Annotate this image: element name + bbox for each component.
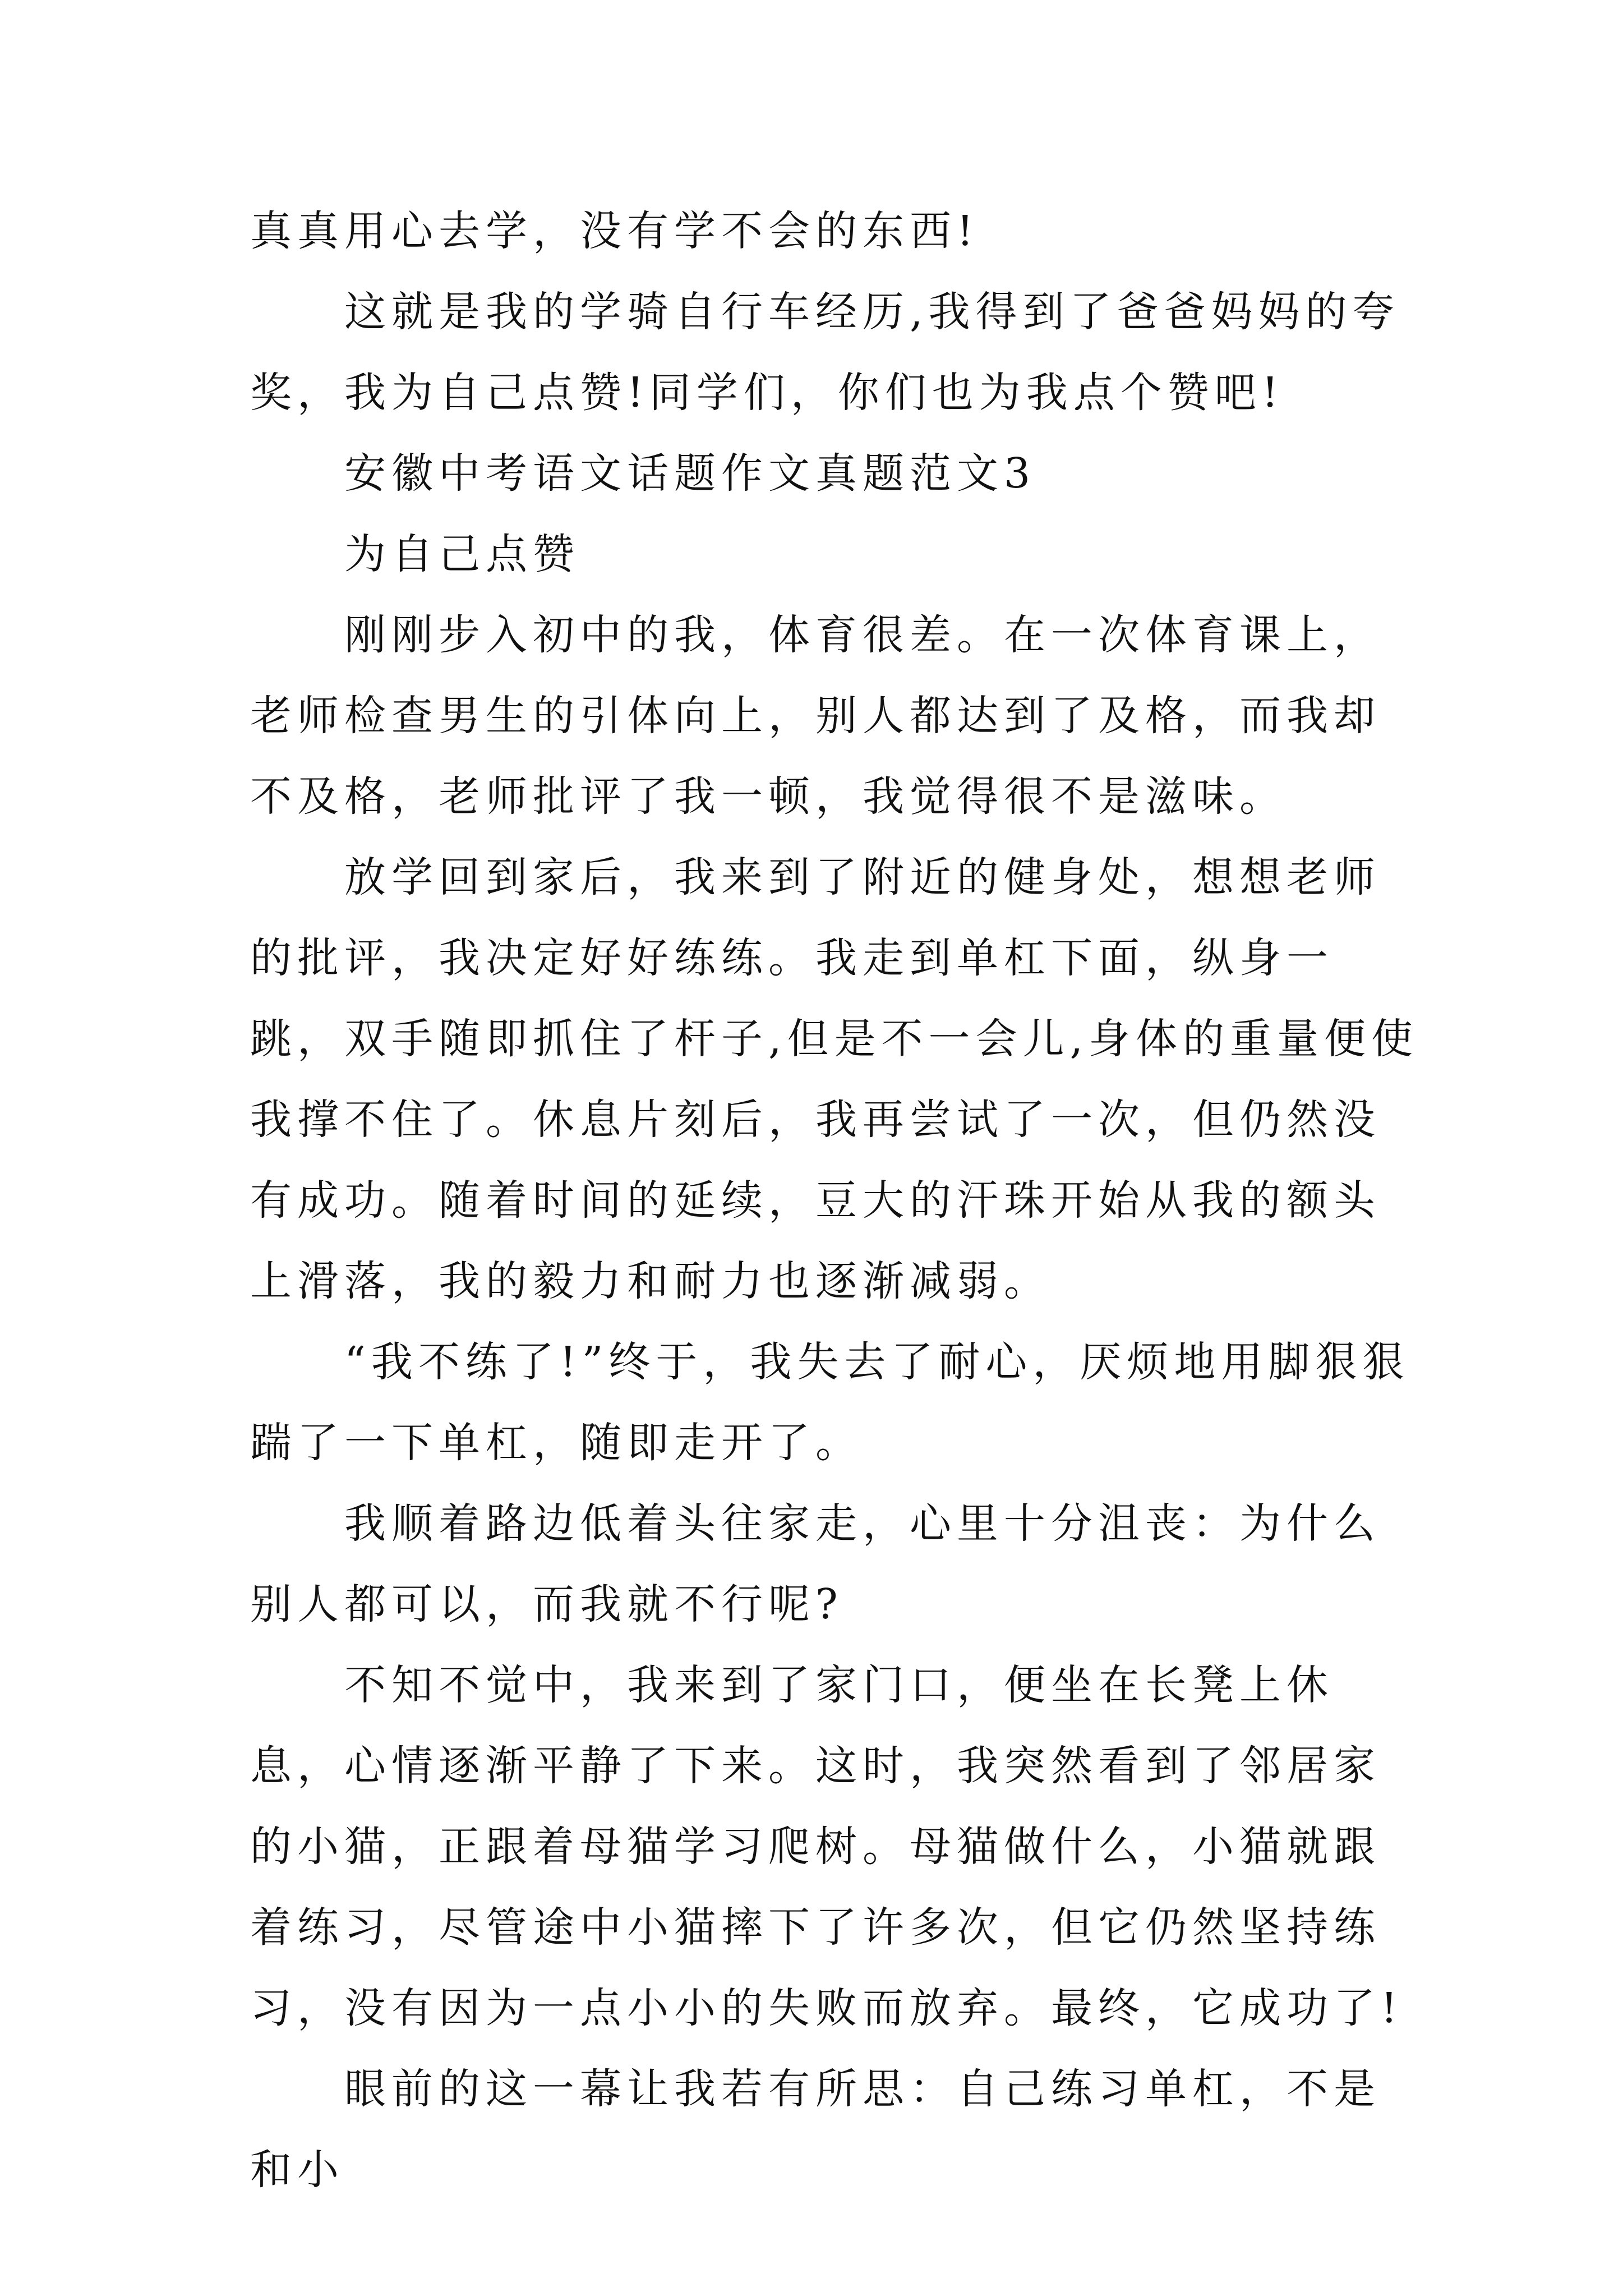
document-body (250, 191, 1422, 2210)
paragraph: 眼前的这一幕让我若有所思：自己练习单杠，不是和小 (250, 2065, 1381, 2194)
paragraph: 不知不觉中，我来到了家门口，便坐在长凳上休息，心情逐渐平静了下来。这时，我突然看到了邻居家的小猫，正跟着母猫学习爬树。母猫做什么，小猫就跟着练习，尽管途中小猫摔下了许多次，但它仍然坚持练习，没有因为一点小小的失败而放弃。最终，它成功了! (250, 1661, 1403, 2032)
paragraph: 我顺着路边低着头往家走，心里十分沮丧：为什么别人都可以，而我就不行呢? (250, 1499, 1381, 1628)
paragraph: 放学回到家后，我来到了附近的健身处，想想老师的批评，我决定好好练练。我走到单杠下面，纵身一跳，双手随即抓住了杆子,但是不一会儿,身体的重量便使我撑不住了。休息片刻后，我再尝试了一次，但仍然没有成功。随着时间的延续，豆大的汗珠开始从我的额头上滑落，我的毅力和耐力也逐渐减弱。 (250, 853, 1419, 1305)
section-heading: 安徽中考语文话题作文真题范文3 (344, 449, 1036, 498)
paragraph: 刚刚步入初中的我，体育很差。在一次体育课上，老师检查男生的引体向上，别人都达到了及格，而我却不及格，老师批评了我一顿，我觉得很不是滋味。 (250, 611, 1381, 821)
essay-title: 为自己点赞 (344, 530, 580, 578)
paragraph: 这就是我的学骑自行车经历,我得到了爸爸妈妈的夸奖，我为自己点赞!同学们，你们也为我点个赞吧! (250, 288, 1400, 417)
paragraph: “我不练了!”终于，我失去了耐心，厌烦地用脚狠狠踹了一下单杠，随即走开了。 (250, 1338, 1410, 1467)
paragraph: 真真用心去学，没有学不会的东西! (250, 207, 979, 255)
